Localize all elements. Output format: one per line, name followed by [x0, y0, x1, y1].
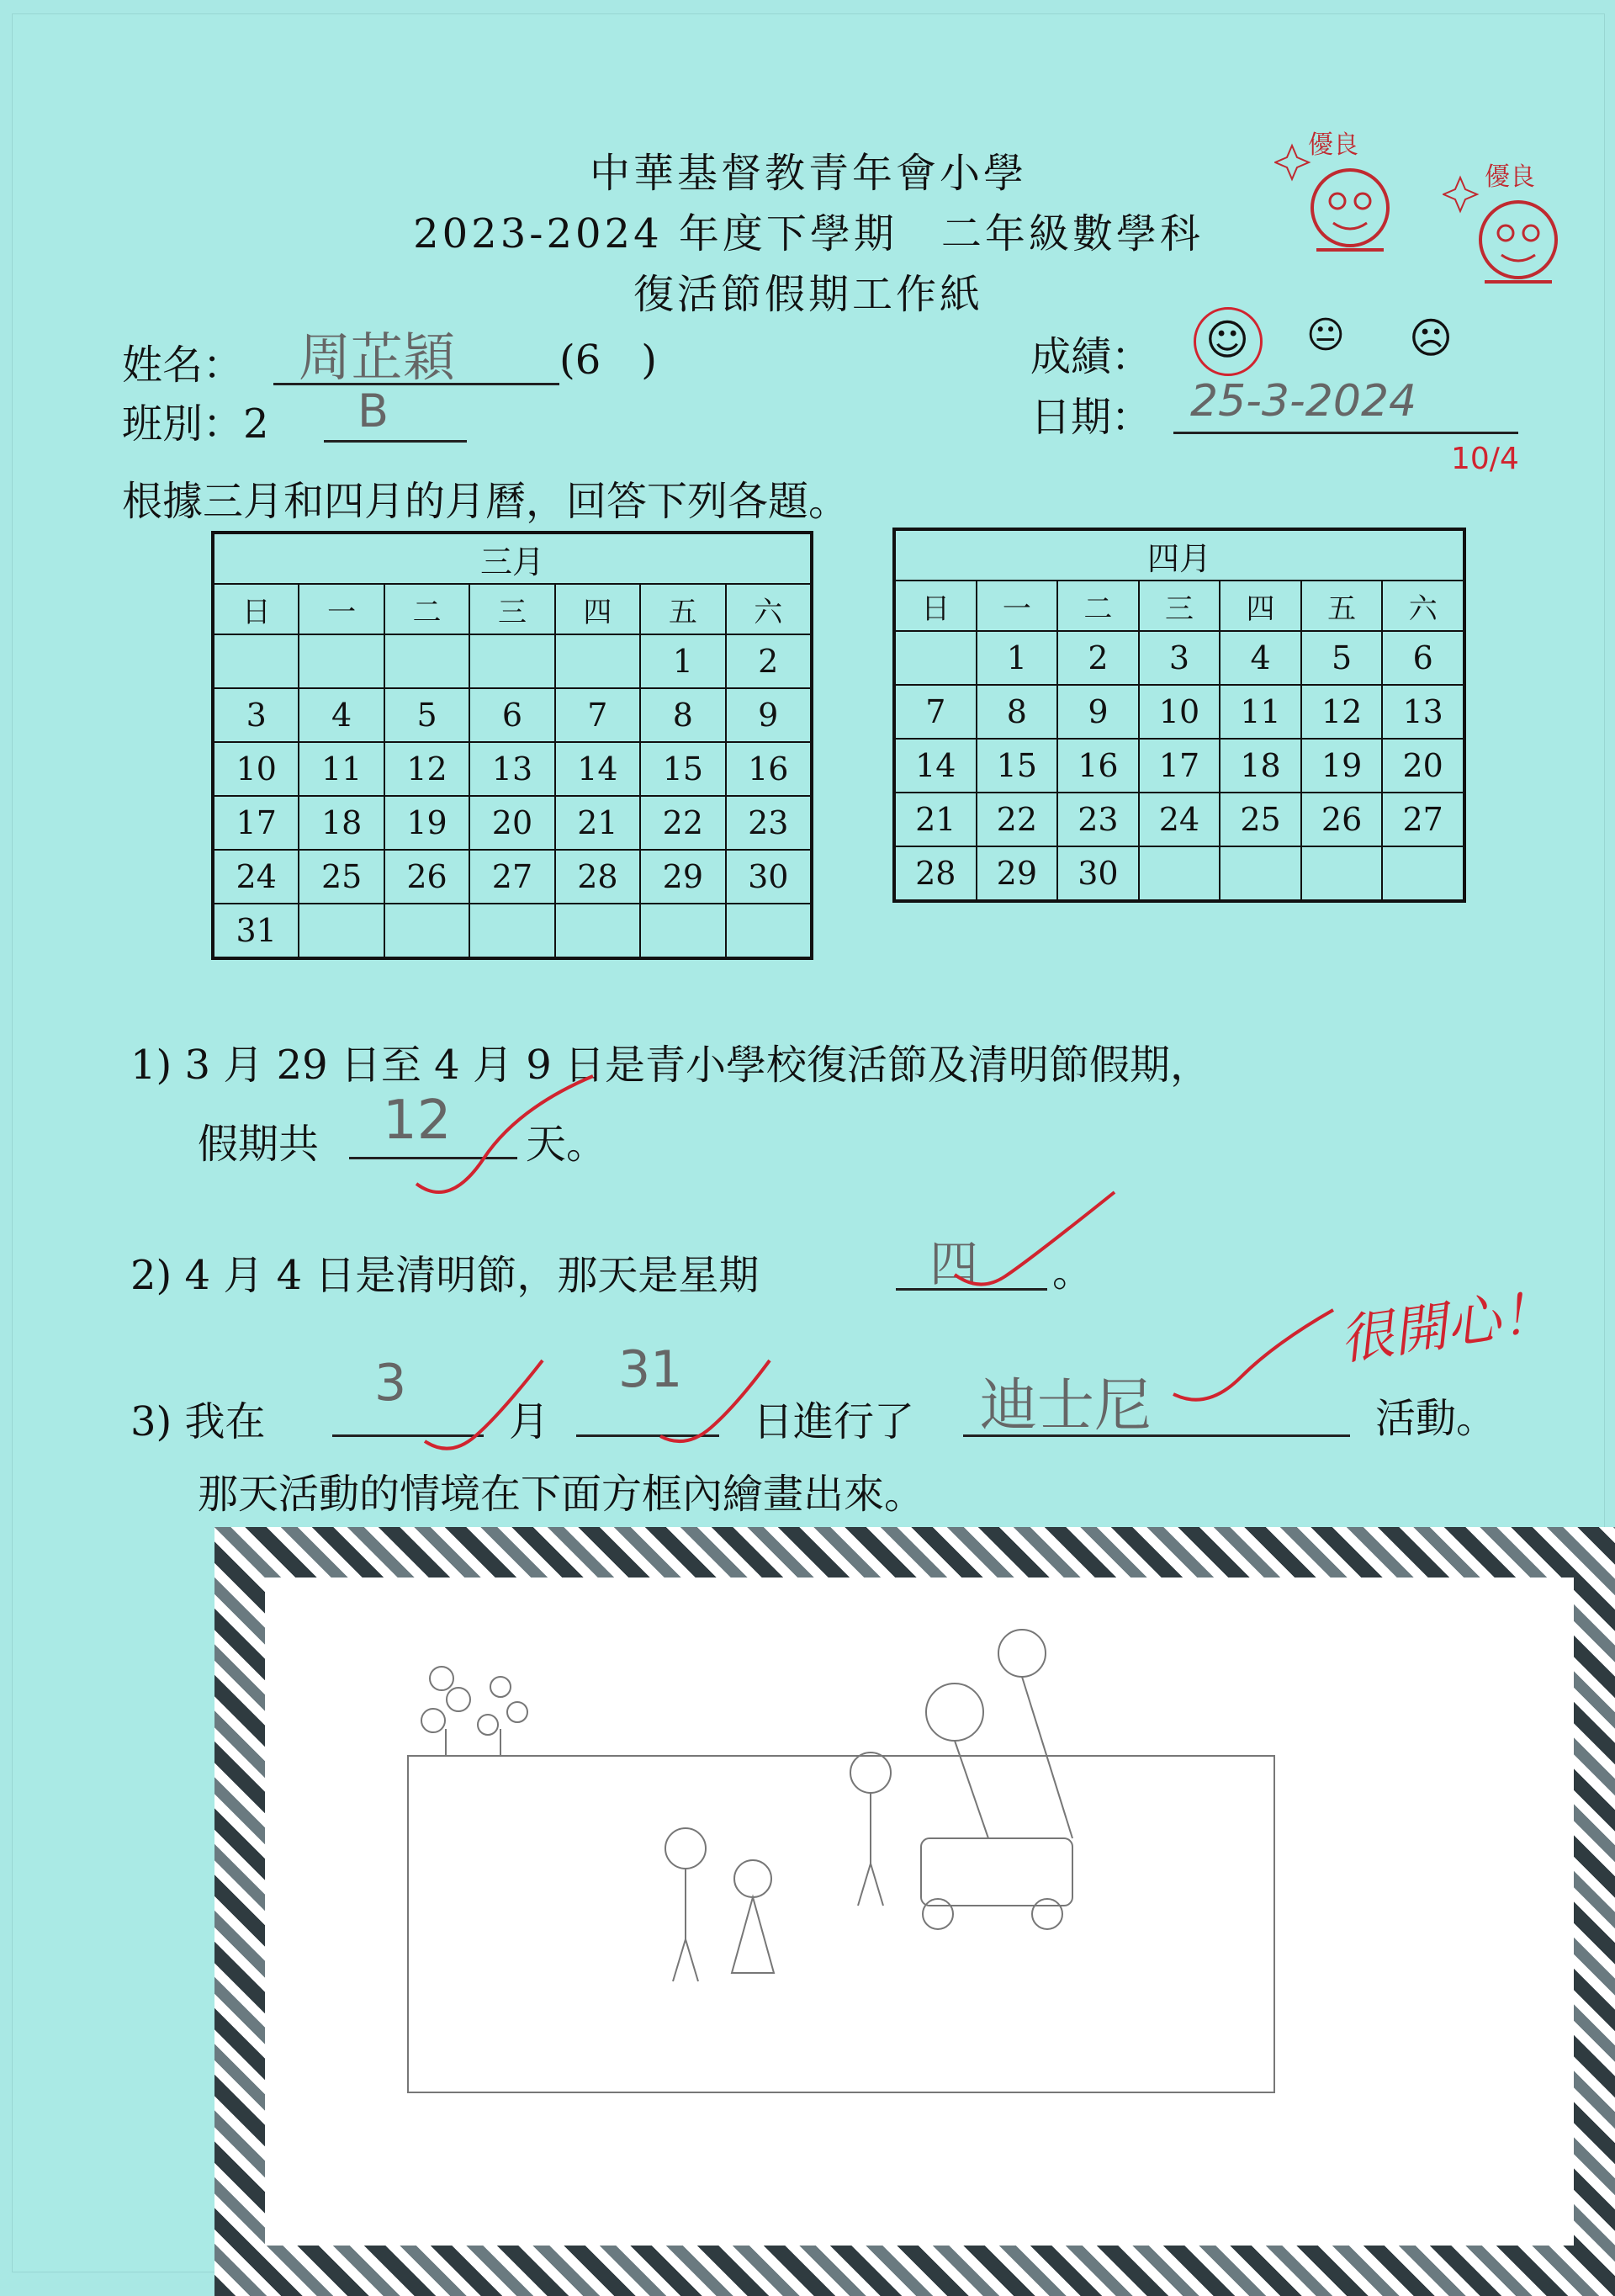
month-label: 月 — [509, 1398, 550, 1445]
day-cell: 19 — [1301, 739, 1383, 793]
weekday: 四 — [555, 584, 640, 634]
day-cell: 30 — [726, 850, 812, 904]
weekday: 四 — [1220, 581, 1301, 631]
day-cell: 17 — [213, 796, 299, 850]
weekday: 五 — [640, 584, 725, 634]
day-cell: 7 — [555, 688, 640, 742]
worksheet-page — [12, 13, 1605, 2272]
question-1-prefix: 假期共 — [198, 1121, 320, 1168]
question-1-suffix: 天。 — [526, 1121, 607, 1168]
question-1-text: 1) 3 月 29 日至 4 月 9 日是青小學校復活節及清明節假期， — [130, 1042, 1211, 1089]
day-cell: 12 — [1301, 685, 1383, 739]
day-cell: 27 — [1382, 793, 1464, 846]
teacher-comment: 很開心！ — [1335, 1281, 1558, 1373]
weekday: 三 — [1139, 581, 1221, 631]
day-cell: 3 — [1139, 631, 1221, 685]
day-cell: 31 — [213, 904, 299, 958]
drawing-area — [265, 1578, 1574, 2246]
day-cell: 10 — [1139, 685, 1221, 739]
question-2-suffix: 。 — [1052, 1249, 1093, 1296]
day-cell: 16 — [1057, 739, 1139, 793]
day-cell: 27 — [469, 850, 554, 904]
weekday: 日 — [894, 581, 977, 631]
day-cell: 22 — [640, 796, 725, 850]
weekday: 六 — [726, 584, 812, 634]
day-cell: 20 — [1382, 739, 1464, 793]
weekday: 一 — [977, 581, 1058, 631]
grade-label: 成績： — [1030, 333, 1152, 380]
day-cell: 17 — [1139, 739, 1221, 793]
weekday: 三 — [469, 584, 554, 634]
day-cell: 4 — [299, 688, 384, 742]
child-drawing-icon — [265, 1578, 1473, 2145]
day-cell: 9 — [1057, 685, 1139, 739]
day-cell: 18 — [1220, 739, 1301, 793]
day-cell: 6 — [469, 688, 554, 742]
day-cell: 5 — [384, 688, 469, 742]
date-label: 日期： — [1030, 394, 1152, 441]
day-label: 日進行了 — [753, 1398, 915, 1445]
day-cell: 11 — [299, 742, 384, 796]
worksheet-title: 復活節假期工作紙 — [633, 271, 983, 318]
day-cell: 15 — [640, 742, 725, 796]
day-cell: 1 — [640, 634, 725, 688]
instructions: 根據三月和四月的月曆，回答下列各題。 — [122, 478, 850, 525]
question-3-activity-answer: 迪士尼 — [980, 1373, 1152, 1440]
weekday: 二 — [1057, 581, 1139, 631]
term-subject: 2023-2024 年度下學期 二年級數學科 — [413, 210, 1204, 257]
day-cell: 3 — [213, 688, 299, 742]
weekday: 二 — [384, 584, 469, 634]
day-cell: 29 — [977, 846, 1058, 901]
day-cell: 24 — [1139, 793, 1221, 846]
day-cell: 4 — [1220, 631, 1301, 685]
question-3-month-answer: 3 — [374, 1354, 407, 1413]
day-cell: 26 — [1301, 793, 1383, 846]
day-cell: 25 — [299, 850, 384, 904]
day-cell: 28 — [555, 850, 640, 904]
question-3-prefix: 3) 我在 — [130, 1398, 266, 1445]
march-title: 三月 — [213, 533, 812, 584]
class-value: B — [357, 384, 389, 437]
check-mark-icon — [425, 1360, 543, 1449]
school-name: 中華基督教青年會小學 — [589, 150, 1027, 197]
day-cell: 13 — [1382, 685, 1464, 739]
date-value: 25-3-2024 — [1190, 376, 1417, 427]
day-cell: 6 — [1382, 631, 1464, 685]
april-title: 四月 — [894, 529, 1464, 581]
day-cell: 18 — [299, 796, 384, 850]
day-cell: 24 — [213, 850, 299, 904]
day-cell: 1 — [977, 631, 1058, 685]
stamp-text: 優良 — [1308, 130, 1358, 160]
weekday: 一 — [299, 584, 384, 634]
day-cell: 7 — [894, 685, 977, 739]
weekday: 六 — [1382, 581, 1464, 631]
day-cell: 21 — [894, 793, 977, 846]
weekday: 日 — [213, 584, 299, 634]
question-3-instruction: 那天活動的情境在下面方框內繪畫出來。 — [198, 1471, 925, 1518]
stamp-text: 優良 — [1485, 162, 1535, 192]
day-cell: 29 — [640, 850, 725, 904]
check-mark-icon — [660, 1360, 770, 1441]
day-cell: 25 — [1220, 793, 1301, 846]
day-cell: 10 — [213, 742, 299, 796]
day-cell: 26 — [384, 850, 469, 904]
day-cell: 28 — [894, 846, 977, 901]
check-mark-icon — [1173, 1310, 1333, 1400]
day-cell: 8 — [640, 688, 725, 742]
sad-face-icon: ☹ — [1409, 314, 1454, 363]
day-cell: 16 — [726, 742, 812, 796]
name-value: 周芷穎 — [299, 326, 456, 388]
question-1-answer: 12 — [383, 1090, 452, 1152]
day-cell: 11 — [1220, 685, 1301, 739]
happy-face-icon: ☺ — [1205, 316, 1250, 364]
question-3-suffix: 活動。 — [1375, 1395, 1497, 1442]
day-cell: 12 — [384, 742, 469, 796]
name-label: 姓名： — [122, 342, 244, 389]
marked-date: 10/4 — [1451, 442, 1519, 476]
weekday: 五 — [1301, 581, 1383, 631]
day-cell: 14 — [555, 742, 640, 796]
day-cell: 23 — [726, 796, 812, 850]
question-2-text: 2) 4 月 4 日是清明節，那天是星期 — [130, 1252, 760, 1299]
day-cell: 20 — [469, 796, 554, 850]
day-cell: 2 — [1057, 631, 1139, 685]
day-cell: 13 — [469, 742, 554, 796]
day-cell: 14 — [894, 739, 977, 793]
day-cell: 30 — [1057, 846, 1139, 901]
day-cell: 22 — [977, 793, 1058, 846]
question-3-day-answer: 31 — [618, 1340, 683, 1399]
day-cell: 15 — [977, 739, 1058, 793]
class-label: 班別：2 — [122, 400, 269, 448]
drawing-frame — [214, 1527, 1615, 2296]
day-cell: 9 — [726, 688, 812, 742]
day-cell: 21 — [555, 796, 640, 850]
question-2-answer: 四 — [929, 1235, 979, 1292]
day-cell: 19 — [384, 796, 469, 850]
check-mark-icon — [955, 1192, 1115, 1285]
class-number: (6 ) — [559, 337, 657, 384]
day-cell: 2 — [726, 634, 812, 688]
check-mark-icon — [416, 1076, 593, 1192]
day-cell: 5 — [1301, 631, 1383, 685]
neutral-face-icon: 😐 — [1306, 314, 1345, 357]
day-cell: 8 — [977, 685, 1058, 739]
day-cell: 23 — [1057, 793, 1139, 846]
